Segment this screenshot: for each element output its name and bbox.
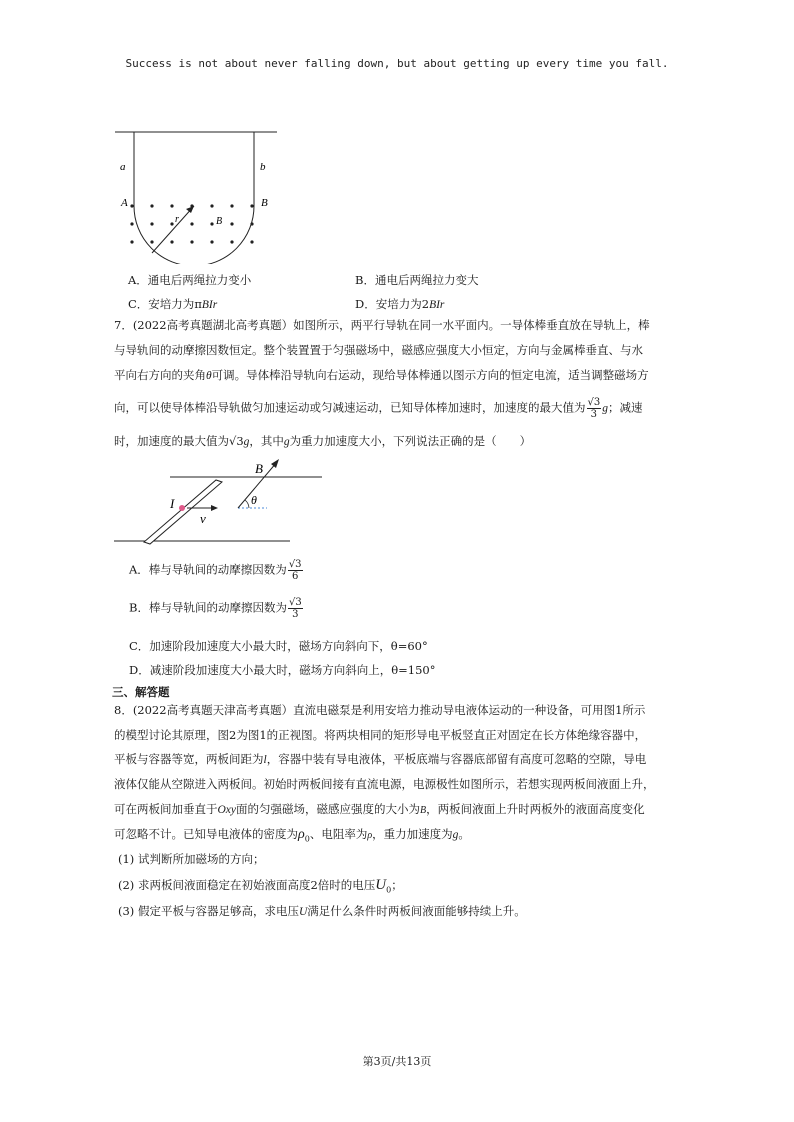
label-B: B (261, 197, 268, 209)
fraction-numerator: √3 (288, 597, 302, 608)
q8-line-5-b: 面的匀强磁场，磁感应强度的大小为 (236, 802, 421, 816)
q7-line-5-c: 为重力加速度大小，下列说法正确的是（ ） (289, 434, 532, 448)
page-number: 第3页/共13页 (362, 1055, 432, 1068)
header-motto: Success is not about never falling down, but about getting up every time you fall. (125, 57, 669, 70)
sqrt3-symbol: √3 (229, 434, 244, 448)
q8-line-5-c: ，两板间液面上升时两板外的液面高度变化 (426, 802, 645, 816)
q7-option-d: D．减速阶段加速度大小最大时，磁场方向斜向上，θ=150° (129, 663, 436, 677)
q8-line-3-b: ，容器中装有导电液体，平板底端与容器底部留有高度可忽略的空隙，导电 (266, 752, 647, 766)
current-marker (179, 505, 185, 511)
label-r: r (175, 214, 179, 225)
rho-symbol: ρ (367, 830, 373, 841)
q6-d-prefix: D．安培力为 (355, 297, 422, 311)
label-v: v (200, 511, 206, 526)
g-symbol: g (452, 829, 459, 841)
B-symbol: B (420, 805, 427, 816)
fraction-sqrt3-over-6 (288, 559, 303, 582)
q7-line-3-b: 可调。导体棒沿导轨向右运动，现给导体棒通以图示方向的恒定电流，适当调整磁场方 (211, 368, 649, 382)
q7-line-1: 7．(2022高考真题湖北高考真题）如图所示，两平行导轨在同一水平面内。一导体棒垂直放在导轨上，棒 (114, 318, 650, 332)
q8-line-6-a: 可忽略不计。已知导电液体的密度为 (114, 827, 298, 841)
fraction-sqrt3-over-3 (288, 597, 303, 620)
q8-line-5 (114, 800, 645, 820)
q8-line-6 (114, 825, 470, 848)
q7-option-a (129, 559, 304, 582)
q7-line-5 (114, 432, 531, 451)
q6-option-c (128, 296, 217, 312)
q6-c-var: BIr (201, 299, 218, 311)
u-conductor-figure (112, 124, 282, 264)
q8-line-3 (114, 750, 646, 769)
q7-line-5-b: ，其中 (249, 434, 284, 448)
label-A: A (121, 197, 128, 209)
rail-rod-figure (112, 456, 332, 552)
q6-option-b: B．通电后两绳拉力变大 (355, 273, 479, 287)
q8-line-6-c: ，重力加速度为 (372, 827, 453, 841)
q7-line-3 (114, 366, 649, 385)
label-b: b (260, 161, 266, 173)
q6-c-coef: π (194, 297, 202, 311)
g-symbol: g (283, 436, 290, 448)
label-a: a (120, 161, 126, 173)
g-symbol: g (243, 436, 250, 448)
q7-option-c: C．加速阶段加速度大小最大时，磁场方向斜向下，θ=60° (129, 639, 428, 653)
q6-option-a: A．通电后两绳拉力变小 (128, 273, 252, 287)
l-symbol: l (263, 754, 267, 766)
theta-symbol: θ (206, 370, 212, 382)
q6-d-var: BIr (429, 299, 445, 311)
q7-line-3-a: 平向右方向的夹角 (114, 368, 206, 382)
q8-line-6-b: 、电阻率为 (309, 827, 368, 841)
q7-line-2: 与导轨间的动摩擦因数恒定。整个装置置于匀强磁场中，磁感应强度大小恒定，方向与金属棒垂直、与水 (114, 343, 643, 357)
q7-a-prefix: A．棒与导轨间的动摩擦因数为 (129, 562, 287, 577)
q7-line-4-a: 向，可以使导体棒沿导轨做匀加速运动或匀减速运动，已知导体棒加速时，加速度的最大值为 (114, 400, 586, 415)
label-I: I (170, 496, 175, 511)
q8-sub-2 (118, 876, 403, 899)
section-title: 三、解答题 (112, 685, 170, 699)
q7-option-b (129, 597, 304, 620)
fraction-denominator: 3 (292, 609, 299, 620)
oxy-symbol: Oxy (217, 804, 237, 816)
U-subscript: 0 (386, 885, 392, 895)
rho-symbol: ρ (298, 827, 305, 842)
q8-line-4: 液体仅能从空隙进入两板间。初始时两板间接有直流电源，电源极性如图所示，若想实现两板间液面上升， (114, 777, 655, 791)
q7-line-5-a: 时，加速度的最大值为 (114, 434, 229, 448)
q8-line-3-a: 平板与容器等宽，两板间距为 (114, 752, 264, 766)
q8-sub-3-a: (3) 假定平板与容器足够高，求电压 (118, 904, 299, 918)
q7-line-4 (114, 397, 642, 420)
q8-line-6-d: 。 (458, 827, 470, 841)
g-symbol: g (602, 402, 608, 415)
q6-option-d (355, 296, 444, 312)
q6-d-coef: 2 (421, 297, 430, 311)
q8-line-2: 的模型讨论其原理，图2为图1的正视图。将两块相同的矩形导电平板竖直正对固定在长方体绝缘容器中， (114, 728, 647, 742)
fraction-denominator: 3 (590, 409, 598, 420)
q8-sub-2-a: (2) 求两板间液面稳定在初始液面高度2倍时的电压 (118, 878, 376, 892)
rho-subscript: 0 (304, 834, 310, 844)
U-symbol: U (375, 877, 387, 893)
q8-line-5-a: 可在两板间加垂直于 (114, 802, 218, 816)
q8-sub-2-b: ； (391, 878, 403, 892)
q8-sub-1: (1) 试判断所加磁场的方向； (118, 852, 265, 866)
label-B: B (255, 461, 263, 476)
fraction-numerator: √3 (288, 559, 302, 570)
fraction-numerator: √3 (587, 397, 601, 408)
q8-sub-3-b: 满足什么条件时两板间液面能够持续上升。 (307, 904, 526, 918)
q7-line-4-b: ；减速 (607, 400, 643, 415)
q7-b-prefix: B．棒与导轨间的动摩擦因数为 (129, 600, 287, 615)
fraction-sqrt3-over-3 (587, 397, 602, 420)
label-theta: θ (251, 493, 257, 507)
q6-c-prefix: C．安培力为 (128, 297, 195, 311)
label-field-B: B (216, 216, 223, 227)
q8-line-1: 8．(2022高考真题天津高考真题）直流电磁泵是利用安培力推动导电液体运动的一种设备，可用图1所示 (114, 703, 646, 717)
fraction-denominator: 6 (291, 571, 299, 582)
q8-sub-3 (118, 902, 526, 921)
U-symbol: U (298, 906, 308, 918)
